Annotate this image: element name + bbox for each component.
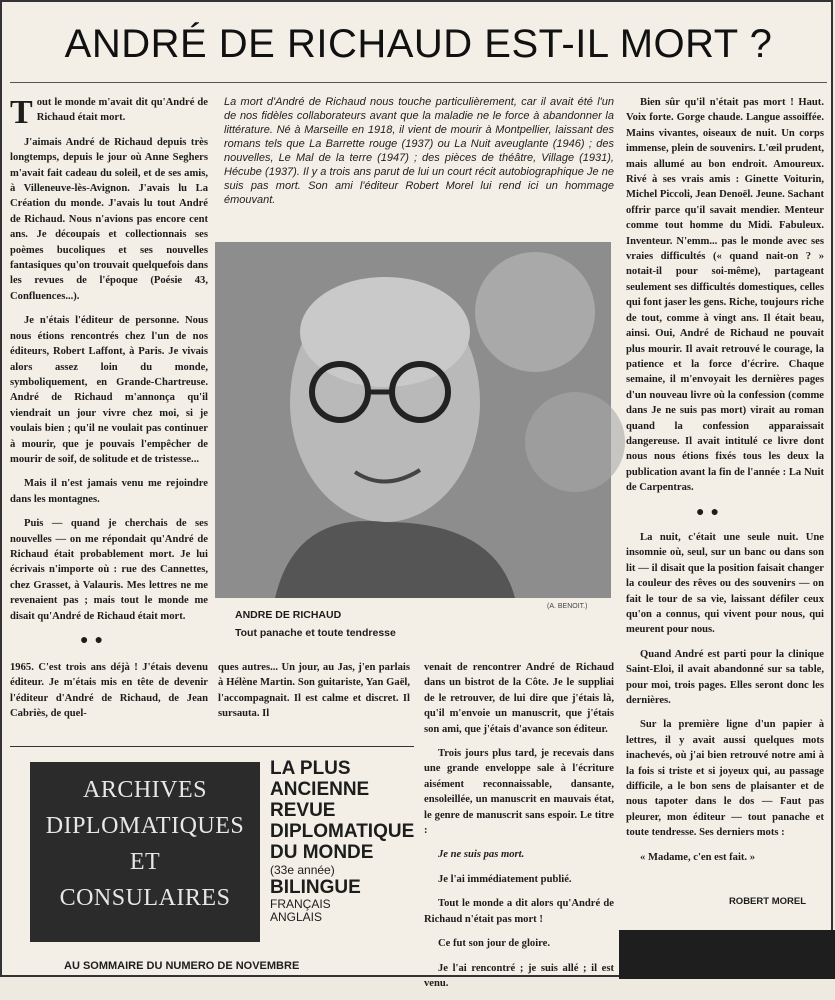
section-dots: ●● (80, 633, 109, 648)
ad-title-block (30, 762, 260, 942)
ad-title-line: DIPLOMATIQUES (45, 813, 245, 839)
photo-credit: (A. BENOIT.) (547, 603, 588, 610)
col4-para-4: Sur la première ligne d'un papier à lettres, il y avait aussi quelques mots inachevés, où j'ai bien retrouvé notre ami à la fois si triste et si joyeux qui, au passage difficile, a le bon sens de plaisanter et de nous tapoter dans le dos — Faut pas pleurer, mon éditeur — tout panache et toute tendresse. Ses derniers mots : (626, 719, 824, 839)
col1-para-6: 1965. C'est trois ans déjà ! J'étais devenu éditeur. Je m'étais mis en tête de devenir l'éditeur d'André de Richaud, de Jean Cabriès, de quel- (10, 662, 208, 720)
column-3 (424, 660, 614, 1000)
ad-title-line: ET (129, 849, 161, 875)
intro-paragraph: La mort d'André de Richaud nous touche particulièrement, car il avait été l'un de nos fidèles collaborateurs avant que la maladie ne le force à abandonner la littérature. Né à Marseille en 1918, il vient de mourir à Montpellier, laissant des romans tels que La Barrette rouge (1937) ou La Nuit aveuglante (1946) ; des nouvelles, Le Mal de la terre (1947) ; des pièces de théâtre, Village (1931), Hécube (1937). Il y a trois ans parut de lui un court récit autobiographique Je ne suis pas mort. Son ami l'éditeur Robert Morel lui rend ici un hommage émouvant. (224, 96, 614, 206)
ad-bilingue: BILINGUE (270, 877, 361, 898)
adjacent-black-ad (619, 930, 835, 979)
ad-title-line: ARCHIVES (82, 777, 207, 803)
author-photo (215, 242, 611, 598)
ad-footer: AU SOMMAIRE DU NUMERO DE NOVEMBRE (64, 960, 300, 972)
headline-rule (10, 82, 827, 83)
col4-para-2: La nuit, c'était une seule nuit. Une insomnie où, seul, sur un banc ou dans son lit — il disait que la position faisait changer la couleur des rêves ou des souvenirs — on fait le tour de sa vie, laissant défiler ceux qu'on a connus, qui vivent pour nous, qui meurent pour nous. (626, 531, 824, 636)
col4-para-1: Bien sûr qu'il n'était pas mort ! Haut. Voix forte. Gorge chaude. Langue assoiffée. Mains vivantes, oiseaux de nuit. Un corps immense, plein de souvenirs. L'œil prudent, mais allumé au bon endroit. Amoureux. Rivé à ses vrais amis : Ginette Voiturin, Michel Piccoli, Jean Denoël. Jeune. Sachant offrir parce qu'il savait mendier. Menteur comme tout homme du Midi. Fabuleux. Inventeur. N'emm... pas le monde avec ses vraies difficultés (« quand nait-on ? » notait-il pour soi-même), partageant seulement ses difficultés domestiques, celles qui font jaser les gens. Riche, toujours riche de tout, comme à vingt ans. Il était beau, ainsi. Oui, André de Richaud ne pouvait plus mourir. Il avait retrouvé le courage, la patience et la force d'écrire. Chaque semaine, il m'envoyait les dernières pages d'un nouveau livre où la confession (comme dans Je ne suis pas mort) virait au roman quand la confession apparaissait dangereuse. Il avait intitulé ce livre dont nous nous étions fixés tous les deux la publication avant la fin de l'année : La Nuit de Carpentras. (626, 97, 824, 494)
col4-para-5: « Madame, c'en est fait. » (640, 851, 756, 863)
col3-para-7: Je l'ai rencontré ; je suis allé ; il est venu. (424, 962, 614, 989)
headline: ANDRÉ DE RICHAUD EST-IL MORT ? (64, 22, 773, 66)
col1-para-4: Mais il n'est jamais venu me rejoindre dans les montagnes. (10, 478, 208, 505)
portrait-illustration (215, 242, 611, 598)
col1-para-1: Tout le monde m'avait dit qu'André de Richaud était mort. (10, 94, 208, 131)
col1-para-3: Je n'étais l'éditeur de personne. Nous nous étions rencontrés chez l'un de nos éditeurs, Robert Laffont, à Paris. Je vivais alors assez loin du monde, symboliquement, en Grande-Chartreuse. André de Richaud m'annonça qu'il viendrait un jour vivre chez moi, si je voulais bien ; qu'il ne voulait pas continuer à mourir, que je pouvais l'empêcher de mourir de soif, de solitude et de tristesse... (10, 315, 208, 465)
column-4 (626, 95, 824, 874)
col1-para-5: Puis — quand je cherchais de ses nouvelles — on me répondait qu'André de Richaud était probablement mort. Je lui écrivais n'importe où : rue des Cannettes, chez Grasset, à Valauris. Mes lettres ne me revenaient pas ; mais tout le monde me disait qu'André de Richaud était mort. (10, 518, 208, 622)
col3-para-1: venait de rencontrer André de Richaud dans un bistrot de la Côte. Je le suppliai de le retrouver, de lui dire que j'étais là, qu'il m'envoie un manuscrit, que j'étais son ami, que j'étais d'avance son éditeur. (424, 662, 614, 735)
photo-caption-name: ANDRE DE RICHAUD (235, 609, 342, 621)
col3-para-4: Je l'ai immédiatement publié. (438, 873, 572, 885)
ad-year: (33e année) (270, 863, 335, 877)
photo-caption-text: Tout panache et toute tendresse (235, 627, 396, 639)
col3-para-5: Tout le monde a dit alors qu'André de Richaud n'était pas mort ! (424, 898, 614, 925)
column-2: ques autres... Un jour, au Jas, j'en parlais à Hélène Martin. Son guitariste, Yan Gaël, l'accompagnait. Il est calme et discret. Il sursauta. Il (218, 662, 410, 720)
column-1 (10, 95, 208, 658)
col3-para-6: Ce fut son jour de gloire. (438, 938, 551, 950)
drop-cap: T (10, 94, 33, 131)
col3-para-2: Trois jours plus tard, je recevais dans une grande enveloppe sale à l'écriture aisément reconnaissable, dansante, ensoleillée, un manuscrit en mauvais état, le genre de manuscrit sans espoir. Le titre : (424, 748, 614, 837)
col3-para-3: Je ne suis pas mort. (438, 849, 525, 861)
section-dots-2: ●● (696, 504, 725, 520)
ad-title-line: CONSULAIRES (59, 885, 231, 911)
signature: ROBERT MOREL (728, 896, 806, 907)
ad-tagline: LA PLUS ANCIENNE REVUE DIPLOMATIQUE DU MONDE (33e année) BILINGUE FRANÇAIS ANGLAIS (270, 758, 420, 924)
col4-para-3: Quand André est parti pour la clinique Saint-Eloi, il avait abandonné sur sa table, pour moi, trois pages. Elles seront donc les dernières. (626, 648, 824, 707)
col1-para-2: J'aimais André de Richaud depuis très longtemps, depuis le jour où Anne Seghers m'avait fait cadeau du soleil, et de ses amis, à Villeneuve-lès-Avignon. J'avais lu La Création du monde. J'avais lu tout André de Richaud. Nous n'avions pas encore cent ans. Je découpais et collectionnais ses poèmes bucoliques et ses nouvelles fantasiques qu'on trouvait quelquefois dans les revues de l'époque (Poésie 43, Confluences...). (10, 136, 208, 302)
